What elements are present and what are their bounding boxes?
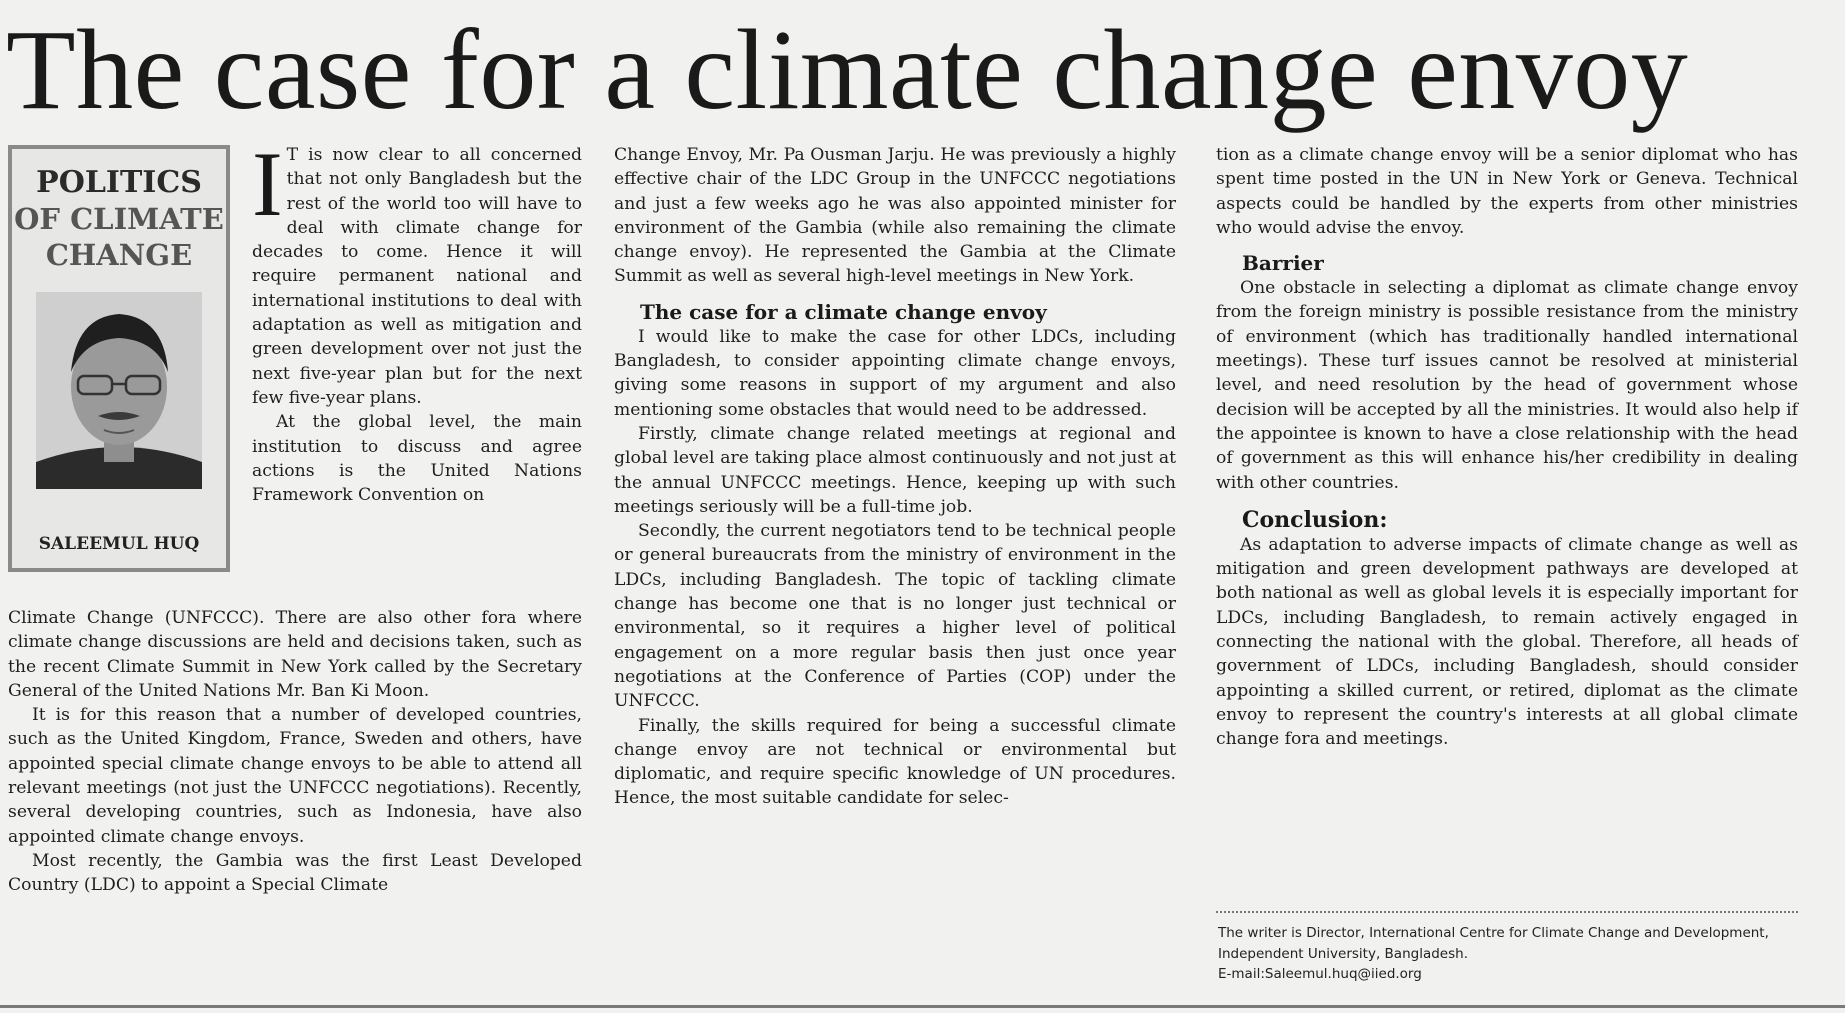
column-1-bottom bbox=[8, 606, 582, 898]
author-portrait-image bbox=[36, 292, 202, 489]
author-email: E-mail:Saleemul.huq@iied.org bbox=[1218, 966, 1422, 982]
paragraph: I would like to make the case for other LDCs, including Bangladesh, to consider appointing climate change envoys, giving some reasons in support of my argument and also mentioning some obstacles that would need to be addressed. bbox=[614, 326, 1176, 420]
page-bottom-rule bbox=[0, 1005, 1845, 1008]
author-byline: SALEEMUL HUQ bbox=[38, 534, 200, 554]
subheading-conclusion: Conclusion: bbox=[1242, 506, 1388, 533]
paragraph: Change Envoy, Mr. Pa Ousman Jarju. He was previously a highly effective chair of the LDC Group in the UNFCCC negotiations and just a few weeks ago he was also appointed minister for environment of the Gambia (while also remaining the climate change envoy). He represented the Gambia at the Climate Summit as well as several high-level meetings in New York. bbox=[614, 145, 1176, 287]
column-title-line-3: CHANGE bbox=[45, 238, 193, 272]
paragraph: One obstacle in selecting a diplomat as climate change envoy from the foreign ministry is possible resistance from the ministry of environment (which has traditionally handled international meetings). These turf issues cannot be resolved at ministerial level, and need resolution by the head of government whose decision will be accepted by all the ministries. It would also help if the appointee is known to have a close relationship with the head of government as this will enhance his/her credibility in dealing with other countries. bbox=[1216, 278, 1798, 493]
author-footnote bbox=[1218, 923, 1798, 985]
column-1-top bbox=[252, 133, 582, 507]
drop-cap: I bbox=[252, 133, 283, 235]
column-title-line-1: POLITICS bbox=[36, 165, 202, 200]
column-box bbox=[8, 145, 230, 572]
paragraph: As adaptation to adverse impacts of climate change as well as mitigation and green development pathways are developed at both national as well as global levels it is especially important for LDCs, including Bangladesh, to remain actively engaged in connecting the national with the global. Therefore, all heads of government of LDCs, including Bangladesh, should consider appointing a skilled current, or retired, diplomat as the climate envoy to represent the country's interests at all global climate change fora and meetings. bbox=[1216, 534, 1798, 750]
paragraph: T is now clear to all concerned that not only Bangladesh but the rest of the world too will have to deal with climate change for decades to come. Hence it will require permanent national and international institutions to deal with adaptation as well as mitigation and green development over not just the next five-year plan but for the next few five-year plans. bbox=[252, 145, 582, 408]
paragraph: At the global level, the main institution to discuss and agree actions is the United Nations Framework Convention on bbox=[252, 412, 582, 506]
paragraph: Most recently, the Gambia was the first Least Developed Country (LDC) to appoint a Special Climate bbox=[8, 850, 582, 896]
author-photo bbox=[36, 292, 202, 489]
paragraph: Finally, the skills required for being a successful climate change envoy are not technical or environmental but diplomatic, and require specific knowledge of UN procedures. Hence, the most suitable candidate for selec- bbox=[614, 715, 1176, 809]
column-3 bbox=[1216, 143, 1798, 752]
subheading-barrier: Barrier bbox=[1242, 251, 1324, 276]
subheading-case: The case for a climate change envoy bbox=[640, 299, 1047, 324]
paragraph: Climate Change (UNFCCC). There are also other fora where climate change discussions are held and decisions taken, such as the recent Climate Summit in New York called by the Secretary General of the United Nations Mr. Ban Ki Moon. bbox=[8, 608, 582, 701]
headline: The case for a climate change envoy bbox=[6, 6, 1689, 133]
dotted-divider bbox=[1216, 911, 1798, 913]
paragraph: Firstly, climate change related meetings at regional and global level are taking place almost continuously and not just at the annual UNFCCC meetings. Hence, keeping up with such meetings seriously will be a full-time job. bbox=[614, 423, 1176, 517]
author-bio: The writer is Director, International Centre for Climate Change and Development, Independent University, Bangladesh. bbox=[1218, 925, 1769, 962]
column-2 bbox=[614, 143, 1176, 811]
paragraph: Secondly, the current negotiators tend to be technical people or general bureaucrats from the ministry of environment in the LDCs, including Bangladesh. The topic of tackling climate change has become one that is no longer just technical or environmental, so it requires a higher level of political engagement on a more regular basis then just once year negotiations at the Conference of Parties (COP) under the UNFCCC. bbox=[614, 521, 1176, 712]
column-title-line-2: OF CLIMATE bbox=[14, 202, 224, 236]
paragraph: It is for this reason that a number of developed countries, such as the United Kingdom, France, Sweden and others, have appointed special climate change envoys to be able to attend all relevant meetings (not just the UNFCCC negotiations). Recently, several developing countries, such as Indonesia, have also appointed climate change envoys. bbox=[8, 705, 582, 847]
paragraph: tion as a climate change envoy will be a senior diplomat who has spent time posted in the UN in New York or Geneva. Technical aspects could be handled by the experts from other ministries who would advise the envoy. bbox=[1216, 145, 1798, 238]
column-title bbox=[12, 165, 226, 273]
